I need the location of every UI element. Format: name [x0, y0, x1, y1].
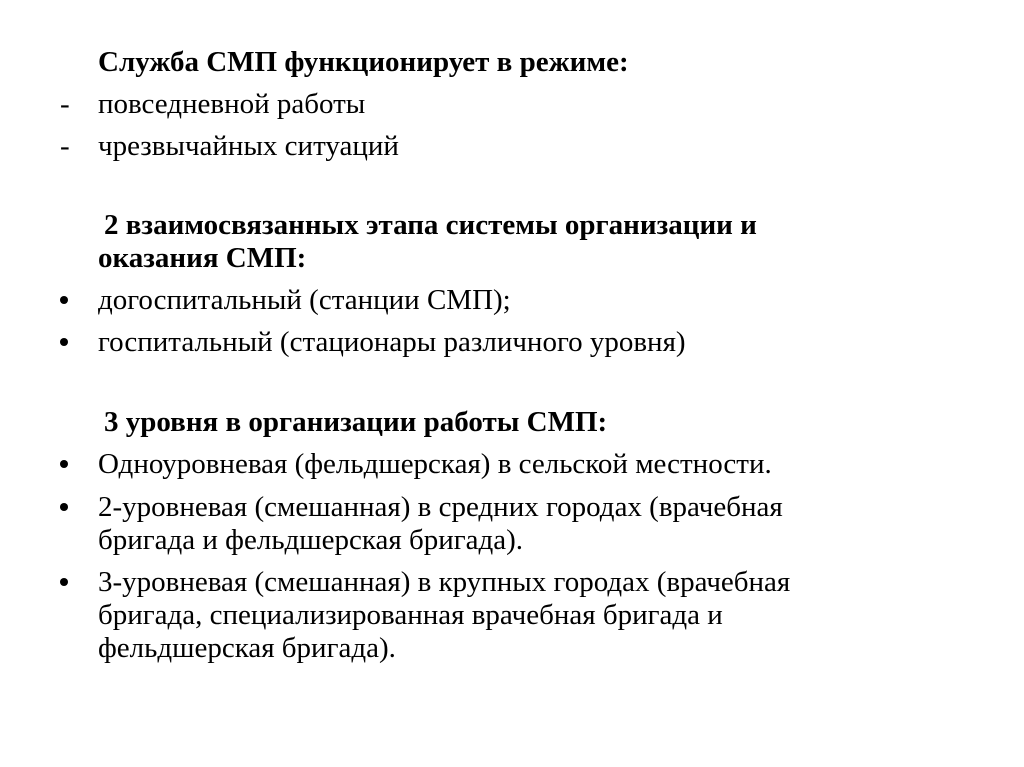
section3-heading: 3 уровня в организации работы СМП: — [104, 406, 608, 438]
list-item: Одноуровневая (фельдшерская) в сельской местности. — [98, 448, 772, 480]
list-item: чрезвычайных ситуаций — [98, 130, 399, 162]
list-item: 2-уровневая (смешанная) в средних городах (врачебная — [98, 491, 783, 523]
dash-marker: - — [60, 88, 70, 120]
list-item: госпитальный (стационары различного уровня) — [98, 326, 686, 358]
bullet-icon — [60, 338, 68, 346]
list-item-continuation: бригада и фельдшерская бригада). — [98, 524, 524, 556]
list-item: догоспитальный (станции СМП); — [98, 284, 511, 316]
section2-heading-line2: оказания СМП: — [98, 242, 307, 274]
bullet-icon — [60, 578, 68, 586]
section2-heading-line1: 2 взаимосвязанных этапа системы организации и — [104, 209, 757, 241]
dash-marker: - — [60, 130, 70, 162]
list-item-continuation: бригада, специализированная врачебная бригада и — [98, 599, 723, 631]
bullet-icon — [60, 503, 68, 511]
bullet-icon — [60, 296, 68, 304]
list-item: повседневной работы — [98, 88, 366, 120]
section1-heading: Служба СМП функционирует в режиме: — [98, 46, 629, 78]
list-item-continuation: фельдшерская бригада). — [98, 632, 396, 664]
list-item: 3-уровневая (смешанная) в крупных городах (врачебная — [98, 566, 791, 598]
bullet-icon — [60, 460, 68, 468]
